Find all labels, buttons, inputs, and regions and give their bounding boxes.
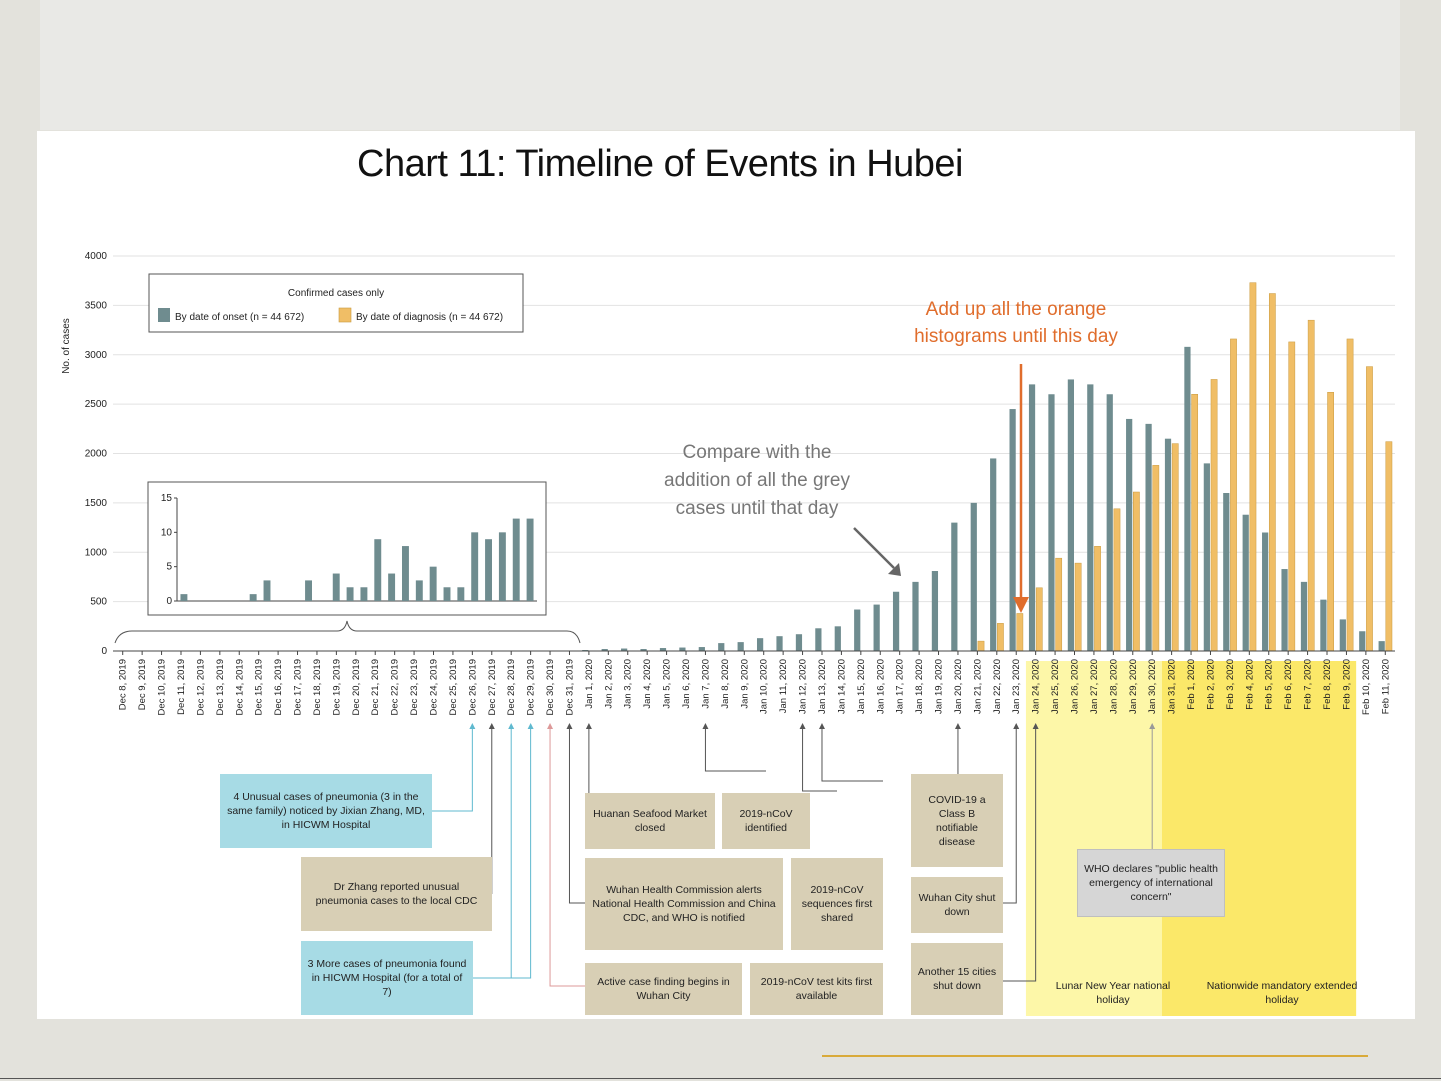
- bar-onset: [718, 643, 724, 651]
- bar-onset: [971, 503, 977, 651]
- bar-diagnosis: [1192, 394, 1198, 651]
- connector-arrowhead: [702, 723, 708, 729]
- bar-onset: [1126, 419, 1132, 651]
- event-unusual-cases: 4 Unusual cases of pneumonia (3 in the same family) noticed by Jixian Zhang, MD, in HICWM Hospital: [220, 774, 432, 848]
- connector-arrowhead: [1013, 723, 1019, 729]
- y-tick-label: 0: [101, 646, 107, 657]
- x-tick-label: Dec 9, 2019: [137, 659, 149, 711]
- connector-arrowhead: [800, 723, 806, 729]
- inset-chart: [148, 482, 546, 615]
- bar-onset: [1184, 347, 1190, 651]
- y-axis-label: No. of cases: [61, 318, 72, 374]
- bar-onset: [776, 636, 782, 651]
- connector-line: [705, 729, 766, 771]
- event-sequences-shared: 2019-nCoV sequences first shared: [791, 858, 883, 950]
- orange-note-line1: Add up all the orange: [925, 299, 1107, 320]
- inset-bar: [250, 594, 257, 601]
- connector-arrowhead: [819, 723, 825, 729]
- x-tick-label: Dec 21, 2019: [370, 659, 382, 716]
- event-ncov-identified: 2019-nCoV identified: [722, 793, 810, 849]
- legend: [149, 274, 523, 332]
- connector-arrowhead: [508, 723, 514, 729]
- bar-onset: [874, 605, 880, 651]
- x-tick-label: Dec 13, 2019: [214, 659, 226, 716]
- bar-onset: [835, 626, 841, 651]
- y-tick-label: 2000: [84, 448, 107, 460]
- x-tick-label: Feb 9, 2020: [1341, 659, 1353, 710]
- bar-onset: [1340, 619, 1346, 651]
- y-tick-label: 4000: [84, 251, 107, 262]
- bar-diagnosis: [1347, 339, 1353, 651]
- x-tick-label: Jan 31, 2020: [1166, 659, 1178, 714]
- x-tick-label: Dec 22, 2019: [389, 659, 401, 716]
- event-lunar-new-year: Lunar New Year national holiday: [1055, 980, 1171, 1006]
- bar-diagnosis: [1075, 563, 1081, 651]
- axes: [113, 651, 1395, 655]
- slide-header-area: [40, 0, 1400, 130]
- bar-diagnosis: [1036, 588, 1042, 651]
- event-more-cases: 3 More cases of pneumonia found in HICWM Hospital (for a total of 7): [301, 941, 473, 1015]
- inset-bar: [388, 574, 395, 601]
- connector-arrowhead: [528, 723, 534, 729]
- event-nationwide-holiday: Nationwide mandatory extended holiday: [1206, 980, 1358, 1006]
- bar-onset: [1281, 569, 1287, 651]
- x-tick-label: Dec 15, 2019: [253, 659, 265, 716]
- connector-line: [803, 729, 837, 791]
- inset-y-tick-label: 0: [166, 596, 172, 607]
- x-tick-label: Jan 28, 2020: [1108, 659, 1120, 714]
- legend-label-diagnosis: By date of diagnosis (n = 44 672): [356, 312, 504, 323]
- inset-bar: [513, 519, 520, 601]
- x-tick-label: Dec 23, 2019: [409, 659, 421, 716]
- bar-onset: [699, 647, 705, 651]
- connector-line: [550, 729, 585, 986]
- bar-onset: [1048, 394, 1054, 651]
- x-tick-label: Jan 13, 2020: [816, 659, 828, 714]
- x-tick-label: Dec 24, 2019: [428, 659, 440, 716]
- x-tick-label: Jan 29, 2020: [1127, 659, 1139, 714]
- bar-onset: [1087, 384, 1093, 651]
- inset-bar: [527, 519, 534, 601]
- bar-diagnosis: [978, 641, 984, 651]
- chart-panel: [37, 131, 1415, 1019]
- inset-bar: [430, 567, 437, 601]
- legend-swatch-diagnosis: [339, 308, 351, 322]
- x-tick-label: Dec 10, 2019: [156, 659, 168, 716]
- y-tick-label: 2500: [84, 399, 107, 411]
- bar-onset: [1010, 409, 1016, 651]
- x-tick-label: Jan 12, 2020: [797, 659, 809, 714]
- x-tick-label: Jan 10, 2020: [758, 659, 770, 714]
- bar-diagnosis: [1114, 509, 1120, 651]
- inset-y-tick-label: 15: [160, 493, 172, 504]
- x-tick-label: Jan 18, 2020: [914, 659, 926, 714]
- x-tick-label: Feb 3, 2020: [1224, 659, 1236, 710]
- bar-diagnosis: [1230, 339, 1236, 651]
- grey-note-line2: addition of all the grey: [664, 470, 850, 491]
- bar-diagnosis: [1211, 379, 1217, 651]
- legend-label-onset: By date of onset (n = 44 672): [175, 312, 305, 323]
- bar-onset: [1320, 600, 1326, 651]
- x-tick-label: Dec 14, 2019: [234, 659, 246, 716]
- x-tick-label: Dec 29, 2019: [525, 659, 537, 716]
- bar-diagnosis: [1308, 320, 1314, 651]
- event-active-case: Active case finding begins in Wuhan City: [585, 963, 742, 1015]
- bar-diagnosis: [1386, 442, 1392, 651]
- inset-bar: [347, 587, 354, 601]
- x-tick-label: Feb 10, 2020: [1360, 659, 1372, 715]
- event-covid-class-b: COVID-19 a Class B notifiable disease: [911, 774, 1003, 867]
- bar-diagnosis: [1172, 444, 1178, 651]
- bar-diagnosis: [1269, 294, 1275, 651]
- bar-onset: [815, 628, 821, 651]
- x-tick-label: Jan 25, 2020: [1050, 659, 1062, 714]
- x-tick-label: Dec 8, 2019: [117, 659, 129, 711]
- bar-diagnosis: [1250, 283, 1256, 651]
- x-tick-label: Dec 30, 2019: [545, 659, 557, 716]
- x-tick-label: Jan 15, 2020: [855, 659, 867, 714]
- bar-onset: [1107, 394, 1113, 651]
- grey-arrow-line: [854, 528, 894, 568]
- x-tick-label: Jan 14, 2020: [836, 659, 848, 714]
- inset-bar: [180, 594, 187, 601]
- x-tick-label: Jan 23, 2020: [1011, 659, 1023, 714]
- orange-note-line2: histograms until this day: [914, 326, 1118, 347]
- x-tick-label: Dec 17, 2019: [292, 659, 304, 716]
- inset-y-tick-label: 5: [166, 561, 172, 573]
- inset-bar: [264, 580, 271, 601]
- inset-bar: [457, 587, 464, 601]
- y-tick-label: 3000: [84, 349, 107, 361]
- x-tick-label: Dec 12, 2019: [195, 659, 207, 716]
- bar-diagnosis: [1153, 465, 1159, 651]
- bar-onset: [1068, 379, 1074, 651]
- x-tick-label: Jan 11, 2020: [778, 659, 790, 714]
- connector-line: [473, 729, 531, 978]
- connector-line: [569, 729, 585, 903]
- connector-line: [432, 729, 472, 811]
- inset-bar: [402, 546, 409, 601]
- x-tick-label: Feb 6, 2020: [1283, 659, 1295, 710]
- x-tick-label: Dec 19, 2019: [331, 659, 343, 716]
- x-tick-label: Feb 7, 2020: [1302, 659, 1314, 710]
- bar-onset: [1262, 533, 1268, 652]
- connector-arrowhead: [547, 723, 553, 729]
- bar-onset: [1243, 515, 1249, 651]
- bar-onset: [1359, 631, 1365, 651]
- bar-onset: [1301, 582, 1307, 651]
- event-another-15: Another 15 cities shut down: [911, 943, 1003, 1015]
- bar-onset: [990, 458, 996, 651]
- x-tick-label: Jan 30, 2020: [1147, 659, 1159, 714]
- x-tick-label: Dec 27, 2019: [486, 659, 498, 716]
- y-tick-label: 1000: [84, 547, 107, 559]
- connector-arrowhead: [955, 723, 961, 729]
- inset-bar: [471, 532, 478, 601]
- event-who-declares: WHO declares "public health emergency of international concern": [1077, 849, 1225, 917]
- inset-bar: [485, 539, 492, 601]
- bar-onset: [1379, 641, 1385, 651]
- bar-diagnosis: [1133, 492, 1139, 651]
- y-tick-labels: [85, 251, 108, 657]
- x-tick-label: Jan 5, 2020: [661, 659, 673, 709]
- connector-line: [822, 729, 883, 781]
- event-test-kits: 2019-nCoV test kits first available: [750, 963, 883, 1015]
- y-tick-label: 1500: [84, 497, 107, 509]
- x-tick-label: Dec 25, 2019: [447, 659, 459, 716]
- grey-note-line1: Compare with the: [682, 442, 832, 463]
- event-health-commission: Wuhan Health Commission alerts National Health Commission and China CDC, and WHO is notified: [585, 858, 783, 950]
- x-tick-label: Feb 5, 2020: [1263, 659, 1275, 710]
- legend-swatch-onset: [158, 308, 170, 322]
- bar-onset: [796, 634, 802, 651]
- bar-diagnosis: [1017, 613, 1023, 651]
- bar-onset: [951, 523, 957, 651]
- x-tick-label: Jan 20, 2020: [952, 659, 964, 714]
- x-tick-label: Jan 1, 2020: [583, 659, 595, 709]
- bar-onset: [1145, 424, 1151, 651]
- bar-onset: [893, 592, 899, 651]
- x-tick-label: Jan 26, 2020: [1069, 659, 1081, 714]
- x-tick-label: Dec 11, 2019: [175, 659, 187, 715]
- inset-bar: [374, 539, 381, 601]
- x-tick-label: Jan 7, 2020: [700, 659, 712, 709]
- x-tick-label: Dec 16, 2019: [273, 659, 285, 716]
- bar-onset: [932, 571, 938, 651]
- x-tick-label: Jan 19, 2020: [933, 659, 945, 714]
- x-tick-label: Jan 16, 2020: [875, 659, 887, 714]
- bar-onset: [738, 642, 744, 651]
- y-tick-label: 500: [90, 596, 107, 608]
- x-tick-label: Jan 17, 2020: [894, 659, 906, 714]
- bar-onset: [1165, 439, 1171, 651]
- inset-bar: [360, 587, 367, 601]
- x-tick-label: Jan 8, 2020: [719, 659, 731, 709]
- x-tick-label: Jan 3, 2020: [622, 659, 634, 709]
- chart-title: Chart 11: Timeline of Events in Hubei: [357, 143, 963, 185]
- bar-diagnosis: [1366, 367, 1372, 651]
- bottom-rule: [0, 1078, 1441, 1079]
- x-tick-label: Jan 21, 2020: [972, 659, 984, 714]
- bar-onset: [1029, 384, 1035, 651]
- bar-onset: [757, 638, 763, 651]
- bar-onset: [1223, 493, 1229, 651]
- x-tick-label: Feb 1, 2020: [1186, 659, 1198, 710]
- x-tick-label: Jan 4, 2020: [642, 659, 654, 709]
- inset-brace: [115, 621, 580, 643]
- connector-arrowhead: [489, 723, 495, 729]
- x-tick-label: Dec 20, 2019: [350, 659, 362, 716]
- inset-bar: [416, 580, 423, 601]
- inset-bar: [333, 574, 340, 601]
- connector-arrowhead: [469, 723, 475, 729]
- bar-diagnosis: [1094, 546, 1100, 651]
- connector-line: [1003, 729, 1016, 903]
- event-seafood-market: Huanan Seafood Market closed: [585, 793, 715, 849]
- x-tick-label: Dec 26, 2019: [467, 659, 479, 716]
- bar-diagnosis: [1289, 342, 1295, 651]
- footer-accent-line: [822, 1055, 1368, 1057]
- x-tick-label: Dec 28, 2019: [506, 659, 518, 716]
- inset-y-tick-label: 10: [160, 527, 172, 539]
- connector-arrowhead: [586, 723, 592, 729]
- inset-bar: [444, 587, 451, 601]
- x-tick-label: Feb 2, 2020: [1205, 659, 1217, 710]
- bar-onset: [912, 582, 918, 651]
- event-wuhan-shut: Wuhan City shut down: [911, 877, 1003, 933]
- bar-diagnosis: [1056, 558, 1062, 651]
- x-tick-label: Jan 6, 2020: [681, 659, 693, 709]
- x-tick-label: Jan 2, 2020: [603, 659, 615, 709]
- bar-onset: [679, 648, 685, 651]
- x-tick-label: Jan 9, 2020: [739, 659, 751, 709]
- x-tick-label: Jan 27, 2020: [1088, 659, 1100, 714]
- inset-bar: [305, 580, 312, 601]
- grey-note-line3: cases until that day: [675, 498, 839, 519]
- nationwide-holiday-band: [1162, 661, 1356, 1016]
- bar-diagnosis: [997, 623, 1003, 651]
- x-tick-label: Dec 18, 2019: [311, 659, 323, 716]
- legend-title: Confirmed cases only: [287, 288, 385, 299]
- y-tick-label: 3500: [84, 300, 107, 312]
- inset-bar: [499, 532, 506, 601]
- x-tick-label: Jan 24, 2020: [1030, 659, 1042, 714]
- connector-arrowhead: [566, 723, 572, 729]
- x-tick-label: Jan 22, 2020: [991, 659, 1003, 714]
- bar-onset: [854, 610, 860, 651]
- event-zhang-reported: Dr Zhang reported unusual pneumonia cases to the local CDC: [301, 857, 492, 931]
- connector-line: [589, 729, 649, 801]
- x-tick-label: Feb 11, 2020: [1380, 659, 1392, 715]
- bar-diagnosis: [1328, 392, 1334, 651]
- x-tick-label: Dec 31, 2019: [564, 659, 576, 716]
- x-tick-label: Feb 8, 2020: [1322, 659, 1334, 710]
- x-tick-label: Feb 4, 2020: [1244, 659, 1256, 710]
- bar-onset: [1204, 463, 1210, 651]
